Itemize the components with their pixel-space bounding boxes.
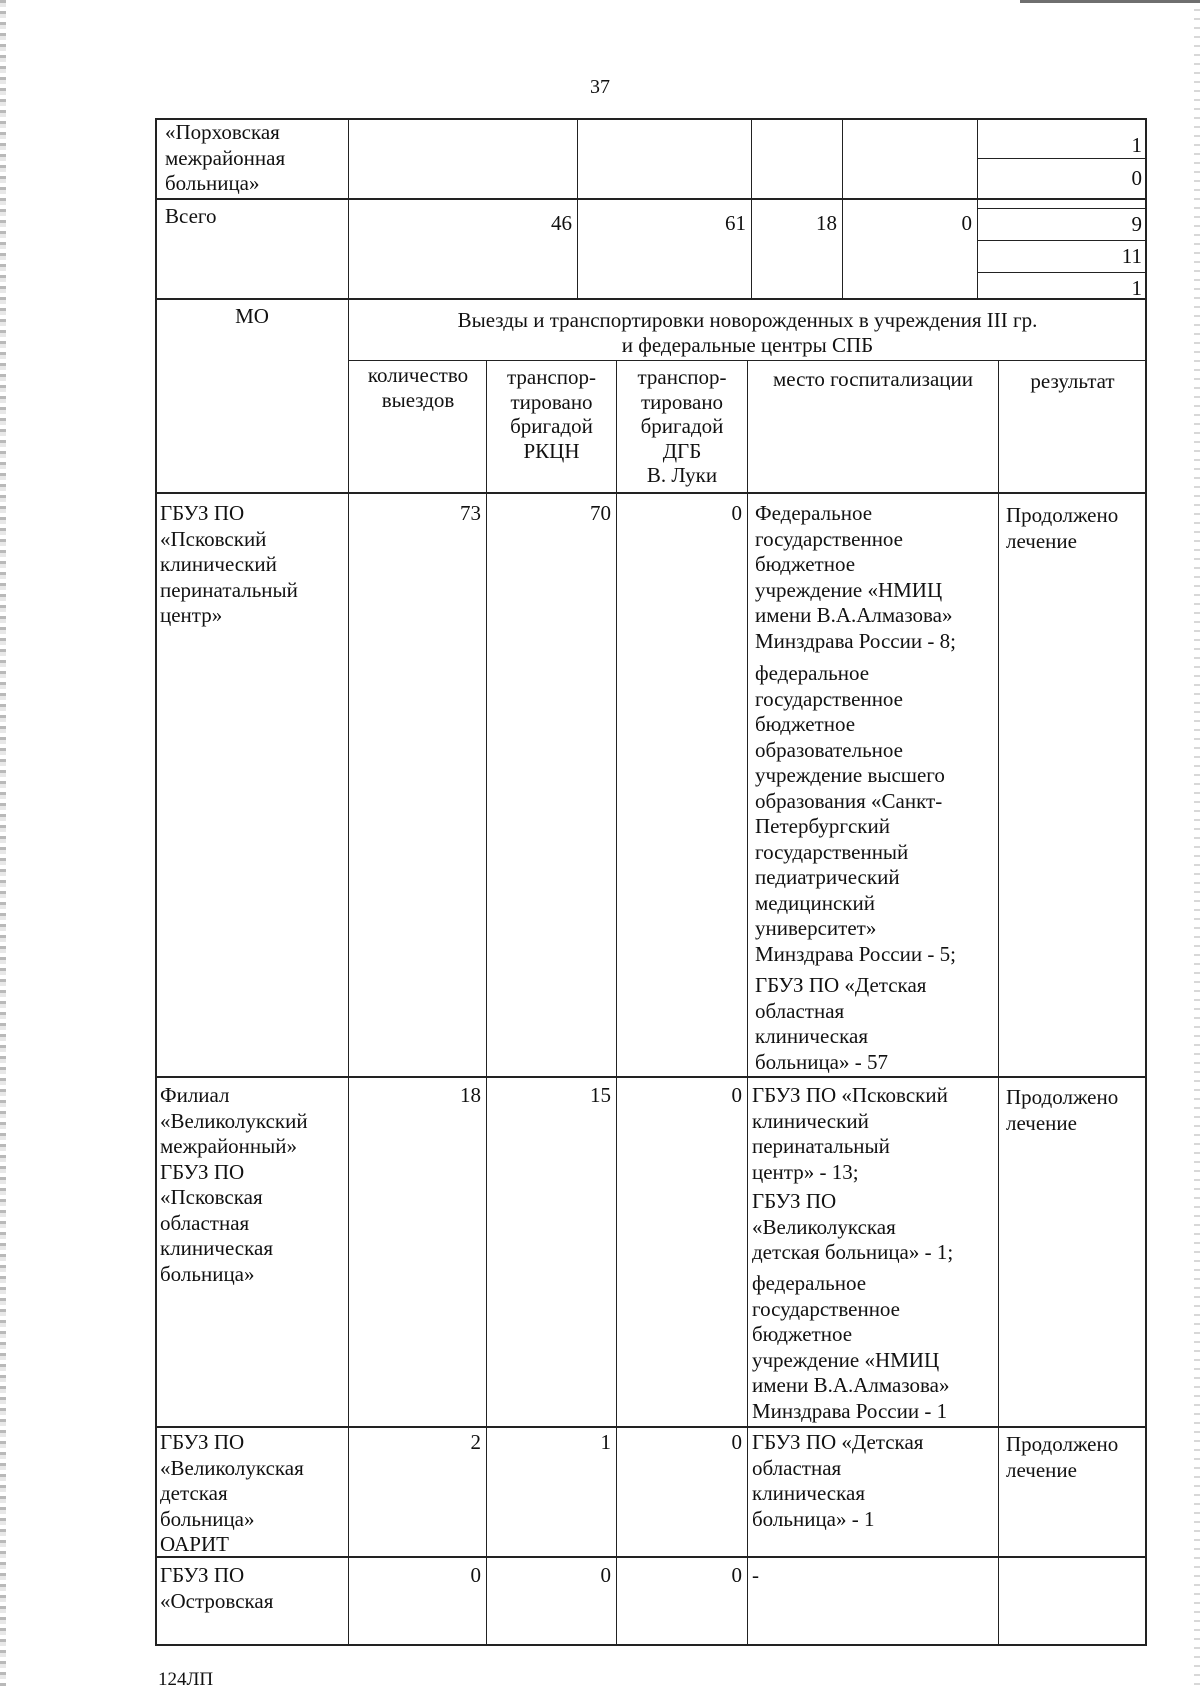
row-result: Продолжено лечение	[1006, 503, 1119, 553]
row-count: 0	[470, 1563, 481, 1587]
row-count: 73	[460, 501, 481, 525]
row-rkcn: 15	[590, 1083, 611, 1107]
table-border	[155, 198, 1147, 200]
upper-row-name: Всего	[165, 204, 217, 228]
column-divider	[348, 298, 349, 1646]
column-divider	[998, 360, 999, 1646]
upper-cell-value: 61	[725, 211, 746, 235]
row-mo: Филиал «Великолукский межрайонный» ГБУЗ ПО «Псковская областная клиническая больница»	[160, 1083, 308, 1286]
row-mo: ГБУЗ ПО «Островская	[160, 1563, 274, 1613]
column-divider	[751, 118, 752, 300]
column-divider	[842, 118, 843, 300]
upper-sub-value: 1	[1131, 276, 1142, 300]
row-mo: ГБУЗ ПО «Великолукская детская больница» ОАРИТ	[160, 1430, 304, 1556]
header-group-title: Выезды и транспортировки новорожденных в учреждения III гр. и федеральные центры СПБ	[457, 308, 1038, 357]
scan-edge-right	[1194, 0, 1200, 1686]
row-place: -	[752, 1563, 759, 1587]
row-place: федеральное государственное бюджетное учреждение «НМИЦ имени В.А.Алмазова» Минздрава России - 1	[752, 1271, 950, 1423]
row-dgb: 0	[731, 1430, 742, 1454]
table-border	[1145, 118, 1147, 300]
row-count: 2	[470, 1430, 481, 1454]
column-divider	[747, 360, 748, 1646]
row-place: ГБУЗ ПО «Псковский клинический перинатальный центр» - 13;	[752, 1083, 948, 1184]
row-place: ГБУЗ ПО «Детская областная клиническая больница» - 57	[755, 973, 927, 1074]
upper-cell-value: 46	[551, 211, 572, 235]
upper-cell-value: 18	[816, 211, 837, 235]
row-mo: ГБУЗ ПО «Псковский клинический перинатальный центр»	[160, 501, 298, 627]
scan-edge-left	[0, 0, 6, 1686]
sub-cell-border	[977, 208, 1147, 209]
header-dgb: транспор- тировано бригадой ДГБ В. Луки	[637, 365, 727, 487]
upper-sub-value: 11	[1121, 244, 1142, 268]
row-rkcn: 70	[590, 501, 611, 525]
header-result: результат	[1030, 369, 1115, 393]
row-place: федеральное государственное бюджетное образовательное учреждение высшего образования «Санкт- Петербургский государственный педиатрический медицинский университет» Минздрава России - 5;	[755, 661, 956, 966]
row-rkcn: 0	[600, 1563, 611, 1587]
header-mo: МО	[235, 304, 269, 328]
row-place: ГБУЗ ПО «Великолукская детская больница» - 1;	[752, 1189, 954, 1264]
column-divider	[348, 118, 349, 300]
row-dgb: 0	[731, 1563, 742, 1587]
header-count: количество выездов	[367, 363, 469, 412]
scan-edge-top	[1020, 0, 1200, 3]
column-divider	[577, 118, 578, 300]
page-number: 37	[590, 76, 610, 98]
row-result: Продолжено лечение	[1006, 1432, 1119, 1482]
table-border	[155, 118, 157, 300]
sub-cell-border	[977, 240, 1147, 241]
row-result: Продолжено лечение	[1006, 1085, 1119, 1135]
upper-row-name: «Порховская межрайонная больница»	[165, 120, 286, 195]
row-dgb: 0	[731, 1083, 742, 1107]
table-border	[155, 298, 157, 1646]
row-place: ГБУЗ ПО «Детская областная клиническая больница» - 1	[752, 1430, 924, 1531]
upper-cell-value: 0	[961, 211, 972, 235]
upper-sub-value: 9	[1131, 212, 1142, 236]
row-count: 18	[460, 1083, 481, 1107]
row-dgb: 0	[731, 501, 742, 525]
upper-sub-value: 1	[1131, 133, 1142, 157]
row-rkcn: 1	[600, 1430, 611, 1454]
row-place: Федеральное государственное бюджетное учреждение «НМИЦ имени В.А.Алмазова» Минздрава России - 8;	[755, 501, 956, 653]
column-divider	[616, 360, 617, 1646]
column-divider	[486, 360, 487, 1646]
sub-cell-border	[977, 272, 1147, 273]
header-place: место госпитализации	[772, 367, 973, 391]
upper-sub-value: 0	[1131, 166, 1142, 190]
column-divider	[977, 118, 978, 300]
document-code: 124ЛП	[158, 1669, 214, 1690]
header-rkcn: транспор- тировано бригадой РКЦН	[506, 365, 597, 463]
